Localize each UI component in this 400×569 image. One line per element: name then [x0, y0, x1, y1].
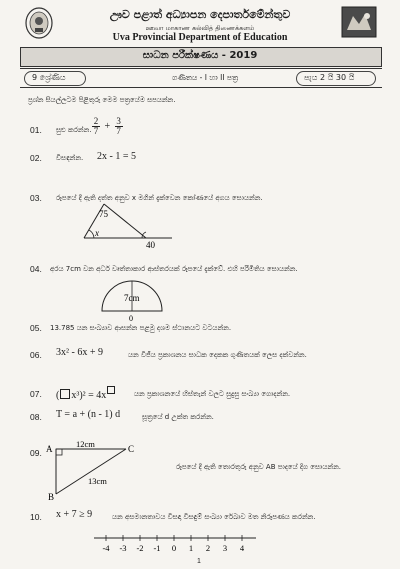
question-number: 06.	[30, 350, 42, 360]
department-title-sinhala: ඌව පළාත් අධ්‍යාපන දෙපාර්තමේන්තුව	[109, 8, 291, 21]
angle-label-x: x	[95, 228, 99, 238]
question-text: 13.785 යන සංඛ්‍යාව ආසන්න පළමු දශම ස්ථානයට වටයන්න.	[50, 324, 232, 332]
number-line-label: 2	[205, 543, 211, 553]
side-label-13cm: 13cm	[88, 476, 107, 486]
department-title-english: Uva Provincial Department of Education	[112, 32, 288, 43]
question-number: 02.	[30, 153, 42, 163]
triangle-angle-diagram	[80, 200, 180, 252]
question-number: 07.	[30, 389, 42, 399]
question-text: යන ප්‍රකාශනයේ හිස්තැන් වලට සුදුසු සංඛ්‍යා ගොදන්න.	[134, 390, 291, 398]
question-number: 04.	[30, 264, 42, 274]
number-line-label: -3	[119, 543, 127, 553]
number-line-label: 1	[188, 543, 194, 553]
number-line-label: 4	[239, 543, 245, 553]
angle-label-75: 75	[99, 209, 108, 219]
question-text: විසඳන්න.	[56, 154, 84, 162]
divider-line	[20, 68, 382, 69]
question-text: රූපයේ දී ඇති දත්ත අනුව x මගින් දැක්වෙන කෝණයේ අගය සොයන්න.	[56, 194, 263, 202]
question-text: සූත්‍රයේ d උක්ත කරන්න.	[142, 413, 214, 421]
equation: 2x - 1 = 5	[97, 151, 136, 162]
question-text: යන අසමානතාවය විසඳා විසඳුම් සංඛ්‍යා රේඛාව මත නිරූපණය කරන්න.	[112, 513, 316, 521]
question-number: 09.	[30, 448, 42, 458]
number-line-label: 0	[171, 543, 177, 553]
semicircle-diagram	[98, 273, 168, 323]
vertex-label-b: B	[48, 492, 55, 502]
question-text: රූපයේ දී ඇති තොරතුරු අනුව AB පාදයේ දිග සොයන්න.	[176, 463, 341, 471]
vertex-label-a: A	[46, 444, 53, 454]
question-number: 03.	[30, 193, 42, 203]
question-text: සුළු කරන්න.	[56, 126, 92, 134]
divider-line	[20, 87, 382, 88]
side-label-12cm: 12cm	[76, 440, 95, 449]
number-line-label: -4	[102, 543, 110, 553]
blank-box	[60, 389, 70, 399]
number-line	[90, 530, 260, 556]
expression: 3x² - 6x + 9	[56, 347, 103, 358]
inequality: x + 7 ≥ 9	[56, 509, 93, 520]
right-triangle-diagram	[44, 440, 140, 502]
exam-title: සාධන පරීක්ෂණය - 2019	[142, 50, 258, 61]
time-label: පැය 2 යි 30 යි	[304, 73, 355, 82]
angle-label-40: 40	[146, 240, 155, 250]
fraction-expression: $\frac{2}{7}$ + $\frac{3}{7}$	[93, 116, 121, 136]
expression: ( x³)² = 4x	[56, 386, 115, 401]
question-text: අරය 7cm වන අර්ධ වෘත්තාකාර ආස්තරයක් රූපයේ දැක්වේ. එහි පරිමිතිය සොයන්න.	[50, 265, 298, 273]
question-number: 01.	[30, 125, 42, 135]
number-line-label: -2	[136, 543, 144, 553]
question-number: 08.	[30, 412, 42, 422]
instruction-text: ප්‍රශ්න සියල්ලටම පිළිතුරු මෙම පත්‍රයේම සපයන්න.	[28, 96, 176, 104]
number-line-label: -1	[153, 543, 161, 553]
center-label: 0	[129, 314, 133, 323]
radius-label: 7cm	[124, 293, 140, 303]
number-line-label: 3	[222, 543, 228, 553]
formula: T = a + (n - 1) d	[56, 409, 121, 420]
blank-box	[107, 386, 115, 394]
question-number: 05.	[30, 323, 42, 333]
grade-label: 9 ශ්‍රේණිය	[32, 73, 66, 82]
question-number: 10.	[30, 512, 42, 522]
subject-label: ගණිතය - I හා II පත්‍ර	[172, 73, 239, 82]
vertex-label-c: C	[128, 444, 135, 454]
question-text: යන විජීය ප්‍රකාශනය සාධක දෙකක ගුණිතයක් ලෙස දක්වන්න.	[128, 351, 307, 359]
department-title-tamil: ஊவா மாகாண கல்வித் திணைக்களம்	[145, 24, 255, 32]
page-number: 1	[197, 558, 201, 565]
